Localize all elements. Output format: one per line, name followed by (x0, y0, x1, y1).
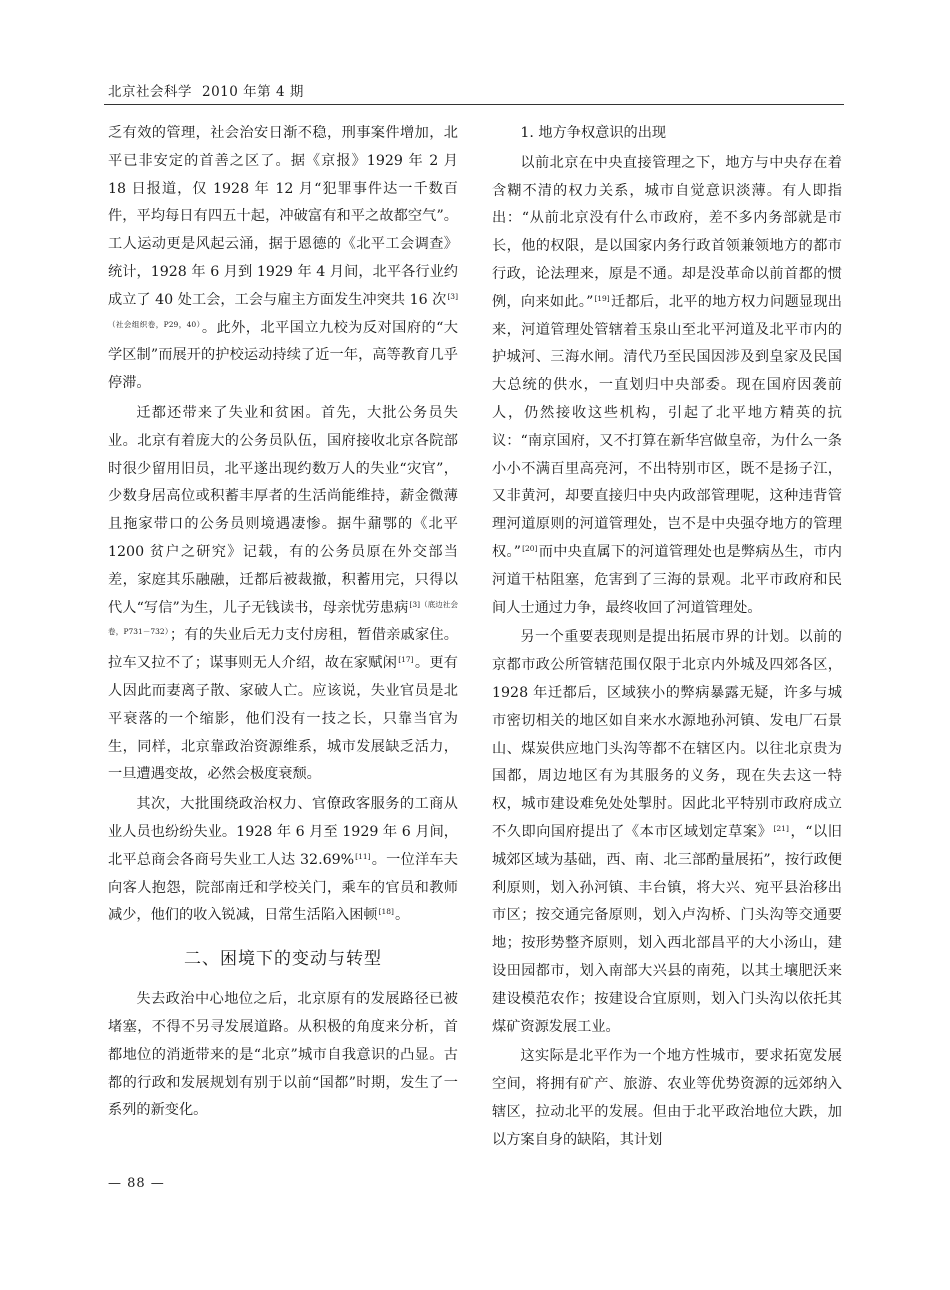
citation: [3]（底边社会卷，P731－732） (108, 599, 458, 637)
header-rule (104, 104, 844, 105)
text-run: 而中央直属下的河道管理处也是弊病丛生，市内河道干枯阻塞，危害到了三海的景观。北平市政府和民间人士通过力争，最终收回了河道管理处。 (492, 543, 842, 616)
text-run: 乏有效的管理，社会治安日渐不稳，刑事案件增加，北平已非安定的首善之区了。据《京报》1929 年 2 月 18 日报道，仅 1928 年 12 月“犯罪事件达一千数百件，平均每日有四五十起，冲破富有和平之故都空气”。工人运动更是风起云涌，据于恩德的《北平工会调查》统计，1928 年 6 月到 1929 年 4 月间，北平各行业约成立了 40 处工会，工会与雇主方面发生冲突共 16 次 (108, 125, 458, 308)
text-run: ，“以旧城郊区域为基础，西、南、北三部酌量展拓”，按行政便利原则，划入孙河镇、丰台镇，将大兴、宛平县治移出市区；按交通完备原则，划入卢沟桥、门头沟等交通要地；按形势整齐原则，划入西北部昌平的大小汤山，建设田园都市，划入南部大兴县的南苑，以其土壤肥沃来建设模范农作；按建设合宜原则，划入门头沟以依托其煤矿资源发展工业。 (492, 823, 842, 1035)
left-column (108, 120, 458, 1127)
citation: [19] (594, 293, 610, 303)
paragraph (108, 120, 458, 398)
paragraph (492, 150, 842, 623)
citation: [21] (773, 823, 789, 833)
text-run: ；有的失业后无力支付房租，暂借亲戚家住。拉车又拉不了；谋事则无人介绍，故在家赋闲 (108, 627, 458, 672)
journal-name: 北京社会科学 (108, 84, 192, 100)
citation: [18] (378, 907, 394, 917)
text-run: 。 (394, 907, 410, 924)
text-run: 其次，大批围绕政治权力、官僚政客服务的工商从业人员也纷纷失业。1928 年 6 月至 1929 年 6 月间，北平总商会各商号失业工人达 32.69% (108, 796, 458, 868)
citation: [3]（社会组织卷，P29，40） (108, 291, 458, 329)
text-run: 。此外，北平国立九校为反对国府的“大学区制”而展开的护校运动持续了近一年，高等教育几乎停滞。 (108, 319, 458, 392)
issue-label: 2010 年第 4 期 (202, 84, 304, 100)
subsection-title: 1. 地方争权意识的出现 (520, 125, 667, 141)
paragraph (492, 624, 842, 1041)
paragraph (108, 400, 458, 789)
citation: [17] (398, 655, 414, 665)
citation: [11] (355, 851, 371, 861)
paragraph (108, 791, 458, 930)
page-number: — 88 — (108, 1176, 165, 1191)
right-column (492, 120, 842, 1156)
text-run: 迁都后，北平的地方权力问题显现出来，河道管理处管辖着玉泉山至北平河道及北平市内的护城河、三海水闸。清代乃至民国因涉及到皇家及民国大总统的供水，一直划归中央部委。现在国府因袭前人，仍然接收这些机构，引起了北平地方精英的抗议：“南京国府，又不打算在新华宫做皇帝，为什么一条小小不满百里高亮河，不出特别市区，既不是扬子江，又非黄河，却要直接归中央内政部管理呢，这种违背管理河道原则的河道管理处，岂不是中央强夺地方的管理权。” (492, 293, 842, 560)
text-run: 另一个重要表现则是提出拓展市界的计划。以前的京都市政公所管辖范围仅限于北京内外城及四郊各区，1928 年迁都后，区域狭小的弊病暴露无疑，许多与城市密切相关的地区如自来水水源地孙河镇、发电厂石景山、煤炭供应地门头沟等都不在辖区内。以往北京贵为国都，周边地区有为其服务的义务，现在失去这一特权，城市建设难免处处掣肘。因此北平特别市政府成立不久即向国府提出了《本市区域划定草案》 (492, 629, 842, 840)
paragraph: 这实际是北平作为一个地方性城市，要求拓宽发展空间，将拥有矿产、旅游、农业等优势资源的远郊纳入辖区，拉动北平的发展。但由于北平政治地位大跌，加以方案自身的缺陷，其计划 (492, 1048, 842, 1148)
text-run: 。更有人因此而妻离子散、家破人亡。应该说，失业官员是北平衰落的一个缩影，他们没有一技之长，只靠当官为生，同样，北京靠政治资源维系，城市发展缺乏活力，一旦遭遇变故，必然会极度衰颓。 (108, 655, 458, 783)
section-title: 二、困境下的变动与转型 (184, 949, 382, 970)
citation: [20] (522, 543, 538, 553)
text-run: 。一位洋车夫向客人抱怨，院部南迁和学校关门，乘车的官员和教师减少，他们的收入锐减，日常生活陷入困顿 (108, 851, 458, 924)
text-run: 迁都还带来了失业和贫困。首先，大批公务员失业。北京有着庞大的公务员队伍，国府接收北京各院部时很少留用旧员，北平遂出现约数万人的失业“灾官”，少数身居高位或积蓄丰厚者的生活尚能维持，薪金微薄且拖家带口的公务员则境遇凄惨。据牛鼐鄂的《北平 1200 贫户之研究》记载，有的公务员原在外交部当差，家庭其乐融融，迁都后被裁撤，积蓄用完，只得以代人“写信”为生，儿子无钱读书，母亲忧劳患病 (108, 404, 458, 616)
running-header (108, 80, 848, 100)
text-run: 以前北京在中央直接管理之下，地方与中央存在着含糊不清的权力关系，城市自觉意识淡薄。有人即指出：“从前北京没有什么市政府，差不多内务部就是市长，他的权限，是以国家内务行政首领兼领地方的都市行政，论法理来，原是不通。却是没革命以前首都的惯例，向来如此。” (492, 154, 842, 310)
paragraph: 失去政治中心地位之后，北京原有的发展路径已被堵塞，不得不另寻发展道路。从积极的角度来分析，首都地位的消逝带来的是“北京”城市自我意识的凸显。古都的行政和发展规划有别于以前“国都”时期，发生了一系列的新变化。 (108, 991, 458, 1119)
